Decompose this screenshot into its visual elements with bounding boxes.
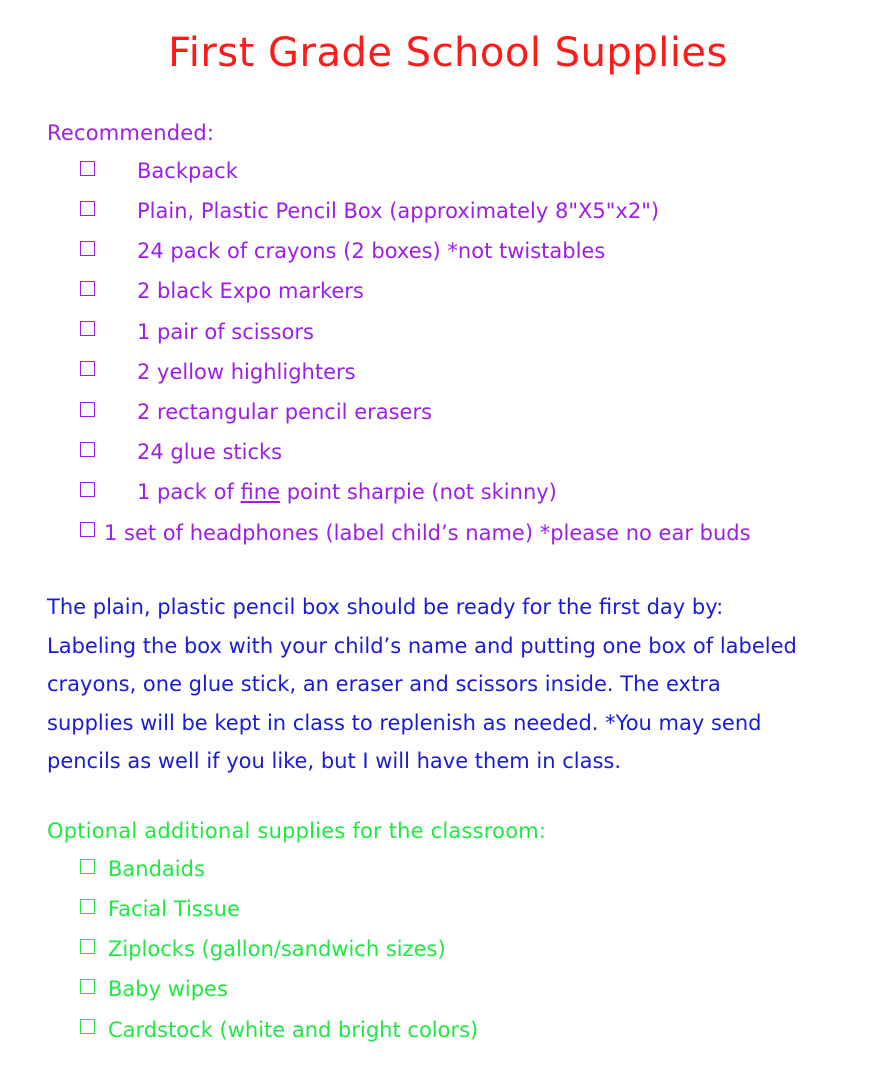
checkbox-icon [80, 899, 95, 914]
checkbox-icon [80, 241, 95, 256]
list-item [80, 431, 751, 471]
optional-heading: Optional additional supplies for the classroom: [47, 819, 547, 843]
item-label: 2 black Expo markers [137, 279, 364, 304]
item-label: Facial Tissue [108, 897, 240, 922]
checkbox-icon [80, 1019, 95, 1034]
note-line: crayons, one glue stick, an eraser and scissors inside. The extra [47, 672, 721, 696]
item-label: 1 pair of scissors [137, 319, 314, 344]
item-label: Backpack [137, 158, 238, 183]
checkbox-icon [80, 321, 95, 336]
item-label: Bandaids [108, 856, 205, 881]
item-label: Plain, Plastic Pencil Box (approximately 8"X5"x2") [137, 199, 660, 224]
list-item [80, 351, 751, 391]
item-label: 24 pack of crayons (2 boxes) *not twistables [137, 239, 606, 264]
item-label: Baby wipes [108, 977, 228, 1002]
item-label-after: point sharpie (not skinny) [280, 480, 557, 505]
list-item [80, 311, 751, 351]
list-item [80, 848, 478, 888]
item-label: Ziplocks (gallon/sandwich sizes) [108, 937, 446, 962]
item-label: 1 set of headphones (label child’s name) *please no ear buds [104, 520, 751, 545]
note-line: supplies will be kept in class to replenish as needed. *You may send [47, 710, 762, 735]
list-item [80, 230, 751, 270]
recommended-list [80, 150, 751, 552]
item-label: 2 rectangular pencil erasers [137, 400, 433, 425]
item-label: Cardstock (white and bright colors) [108, 1017, 479, 1042]
note-line: The plain, plastic pencil box should be ready for the first day by: [47, 595, 724, 619]
list-item [80, 190, 751, 230]
checkbox-icon [80, 361, 95, 376]
optional-list [80, 848, 478, 1049]
checkbox-icon [80, 859, 95, 874]
checkbox-icon [80, 979, 95, 994]
list-item [80, 1009, 478, 1049]
item-label [137, 472, 557, 512]
page-title: First Grade School Supplies [168, 30, 728, 76]
list-item [80, 928, 478, 968]
checkbox-icon [80, 281, 95, 296]
pencil-box-note [47, 588, 867, 781]
list-item [80, 512, 751, 552]
checkbox-icon [80, 201, 95, 216]
checkbox-icon [80, 939, 95, 954]
item-label: 2 yellow highlighters [137, 359, 356, 384]
note-line: pencils as well if you like, but I will have them in class. [47, 749, 622, 773]
list-item [80, 969, 478, 1009]
checkbox-icon [80, 442, 95, 457]
list-item [80, 391, 751, 431]
checkbox-icon [80, 161, 95, 176]
checkbox-icon [80, 522, 95, 537]
item-label: 24 glue sticks [137, 440, 283, 465]
checkbox-icon [80, 482, 95, 497]
list-item [80, 150, 751, 190]
item-label-underlined: fine [240, 480, 281, 505]
item-label-before: 1 pack of [137, 480, 241, 505]
recommended-heading: Recommended: [47, 121, 215, 145]
checkbox-icon [80, 402, 95, 417]
list-item [80, 271, 751, 311]
note-line: Labeling the box with your child’s name and putting one box of labeled [47, 633, 797, 658]
list-item [80, 888, 478, 928]
list-item [80, 472, 751, 512]
